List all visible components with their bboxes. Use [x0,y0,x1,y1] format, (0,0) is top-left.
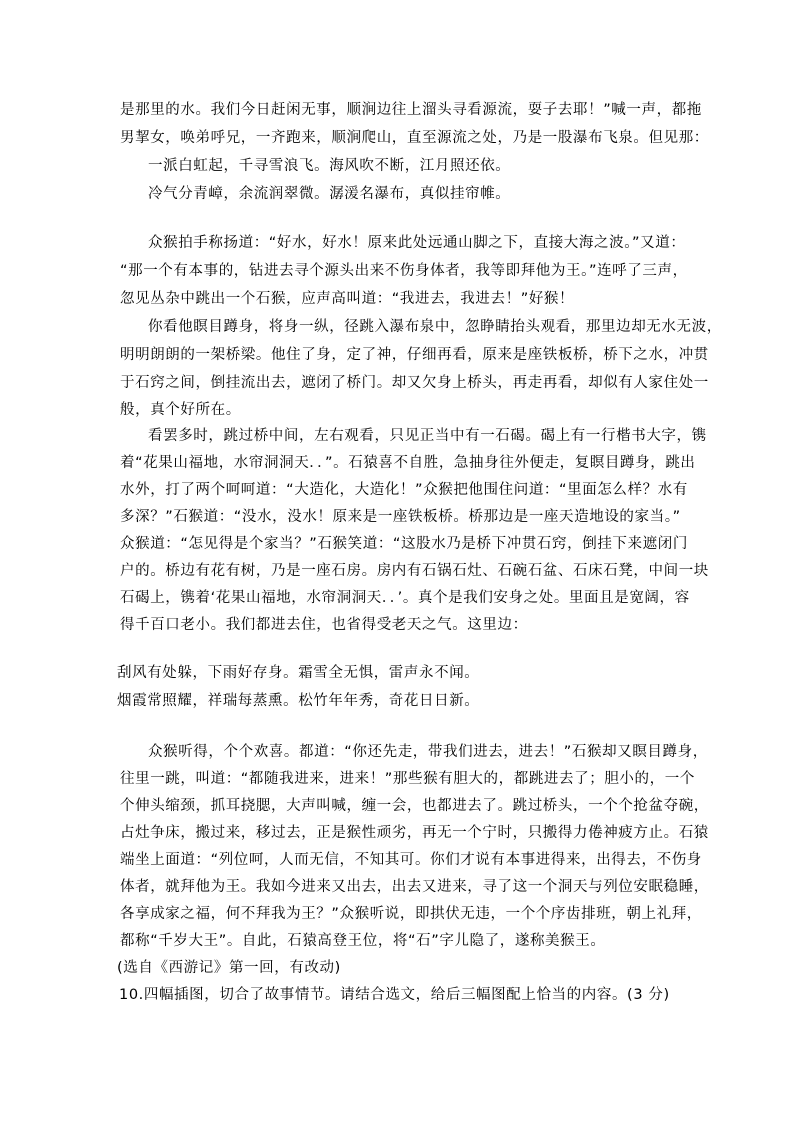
source-citation: (选自《西游记》第一回，有改动) [117,960,341,976]
text-line: 般，真个好所在。 [120,402,241,418]
text-line: 明明朗朗的一架桥梁。他住了身，定了神，仔细再看，原来是座铁板桥，桥下之水，冲贯 [120,347,709,363]
text-line: 各享成家之福，何不拜我为王？”众猴听说，即拱伏无违，一个个序齿排班，朝上礼拜， [120,906,702,922]
poem-line: 烟霞常照耀，祥瑞每蒸熏。松竹年年秀，奇花日日新。 [117,693,480,709]
poem-line: 刮风有处躲，下雨好存身。霜雪全无惧，雷声永不闻。 [117,665,480,681]
question-10: 10.四幅插图，切合了故事情节。请结合选文，给后三幅图配上恰当的内容。(3 分) [119,987,670,1003]
text-line: 水外，打了两个呵呵道：“大造化，大造化！”众猴把他围住问道：“里面怎么样？水有 [120,482,688,498]
text-line: 众猴听得，个个欢喜。都道：“你还先走，带我们进去，进去！”石猴却又瞑目蹲身， [148,744,708,760]
text-line: 得千百口老小。我们都进去住，也省得受老天之气。这里边： [120,617,528,633]
text-line: 都称“千岁大王”。自此，石猿高登王位，将“石”字儿隐了，遂称美猴王。 [120,933,606,949]
text-line: 端坐上面道：“列位呵，人而无信，不知其可。你们才说有本事进得来，出得去，不伤身 [120,852,702,868]
text-line: 石碣上，镌着‘花果山福地，水帘洞洞天．．’。真个是我们安身之处。里面且是宽阔，容 [120,590,690,606]
poem-line: 一派白虹起，千寻雪浪飞。海风吹不断，江月照还依。 [148,158,511,174]
text-line: 忽见丛杂中跳出一个石猴，应声高叫道：“我进去，我进去！”好猴！ [120,291,575,307]
text-line: 体者，就拜他为王。我如今进来又出去，出去又进来，寻了这一个洞天与列位安眠稳睡， [120,879,709,895]
text-line: 你看他瞑目蹲身，将身一纵，径跳入瀑布泉中，忽睁睛抬头观看，那里边却无水无波， [148,319,722,335]
text-line: 是那里的水。我们今日赶闲无事，顺涧边往上溜头寻看源流，耍子去耶！”喊一声，都拖 [120,102,702,118]
text-line: 户的。桥边有花有树，乃是一座石房。房内有石锅石灶、石碗石盆、石床石凳，中间一块 [120,563,709,579]
text-line: 往里一跳，叫道：“都随我进来，进来！”那些猴有胆大的，都跳进去了；胆小的，一个 [120,771,695,787]
text-line: 众猴道：“怎见得是个家当？”石猴笑道：“这股水乃是桥下冲贯石窍，倒挂下来遮闭门 [120,536,688,552]
text-line: 个伸头缩颈，抓耳挠腮，大声叫喊，缠一会，也都进去了。跳过桥头，一个个抢盆夺碗， [120,798,709,814]
poem-line: 冷气分青嶂，余流润翠微。潺湲名瀑布，真似挂帘帷。 [148,186,511,202]
text-line: 众猴拍手称扬道：“好水，好水！原来此处远通山脚之下，直接大海之波。”又道： [148,235,686,251]
text-line: 看罢多时，跳过桥中间，左右观看，只见正当中有一石碣。碣上有一行楷书大字，镌 [148,428,707,444]
text-line: 占灶争床，搬过来，移过去，正是猴性顽劣，再无一个宁时，只搬得力倦神疲方止。石猿 [120,825,709,841]
text-line: “那一个有本事的，钻进去寻个源头出来不伤身体者，我等即拜他为王。”连呼了三声， [120,263,688,279]
text-line: 男挈女，唤弟呼兄，一齐跑来，顺涧爬山，直至源流之处，乃是一股瀑布飞泉。但见那： [120,130,709,146]
text-line: 多深？”石猴道：“没水，没水！原来是一座铁板桥。桥那边是一座天造地设的家当。” [120,509,681,525]
text-line: 着“花果山福地，水帘洞洞天．．”。石猿喜不自胜，急抽身往外便走，复瞑目蹲身，跳出 [120,455,696,471]
text-line: 于石窍之间，倒挂流出去，遮闭了桥门。却又欠身上桥头，再走再看，却似有人家住处一 [120,375,709,391]
